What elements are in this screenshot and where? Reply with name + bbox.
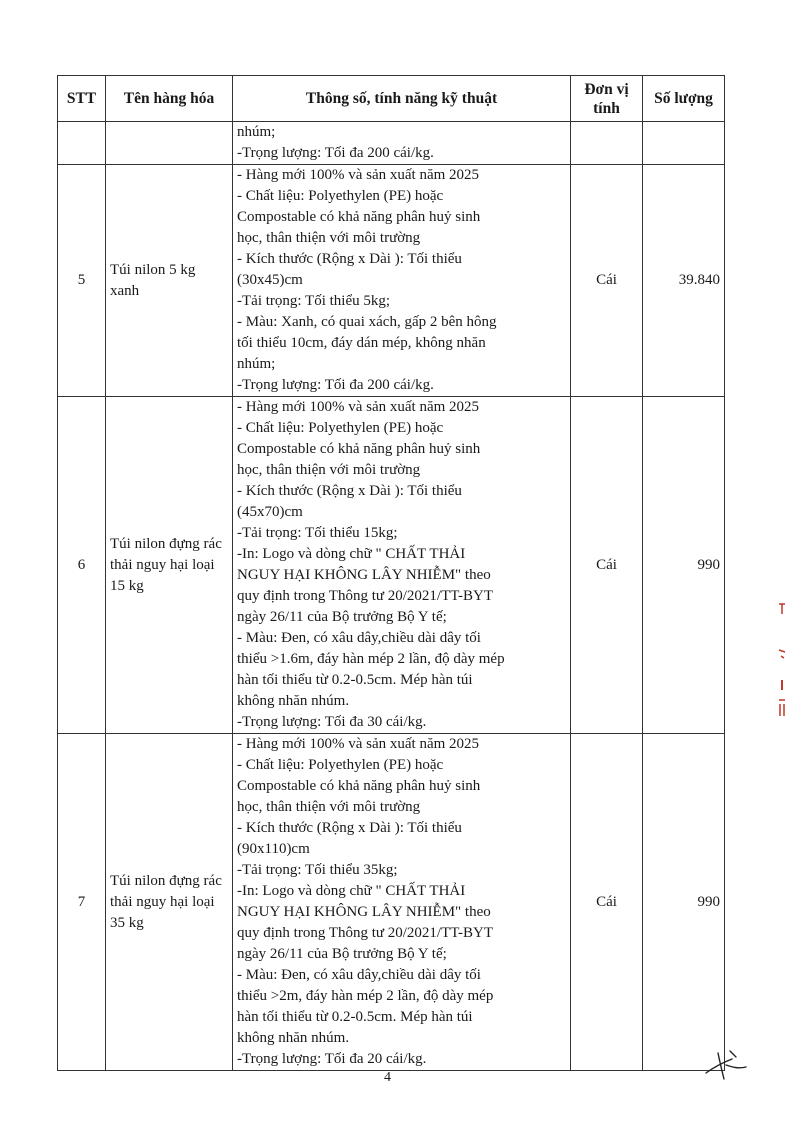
row-item-name: Túi nilon đựng rác thải nguy hại loại 15 kg (106, 397, 233, 734)
spec-line: ngày 26/11 của Bộ trưởng Bộ Y tế; (237, 946, 447, 962)
spec-line: -Tải trọng: Tối thiểu 5kg; (237, 293, 391, 309)
table-row (58, 734, 725, 1071)
table-row (58, 165, 725, 397)
spec-line: -Trọng lượng: Tối đa 20 cái/kg. (237, 1051, 427, 1067)
spec-line: thiểu >1.6m, đáy hàn mép 2 lần, độ dày mép (237, 651, 505, 667)
spec-line: Compostable có khả năng phân huỷ sinh (237, 441, 481, 457)
spec-line: ngày 26/11 của Bộ trưởng Bộ Y tế; (237, 609, 447, 625)
spec-line: Compostable có khả năng phân huỷ sinh (237, 209, 481, 225)
spec-line: thiểu >2m, đáy hàn mép 2 lần, độ dày mép (237, 988, 494, 1004)
spec-line: quy định trong Thông tư 20/2021/TT-BYT (237, 925, 494, 941)
row-stt: 5 (58, 165, 106, 397)
spec-line: hàn tối thiểu từ 0.2-0.5cm. Mép hàn túi (237, 672, 473, 688)
spec-line: NGUY HẠI KHÔNG LÂY NHIỄM" theo (237, 904, 491, 920)
spec-line: (30x45)cm (237, 272, 303, 288)
row-stt: 6 (58, 397, 106, 734)
spec-line: - Kích thước (Rộng x Dài ): Tối thiểu (237, 820, 462, 836)
continuation-unit (571, 122, 643, 165)
table-row (58, 397, 725, 734)
spec-line: - Chất liệu: Polyethylen (PE) hoặc (237, 420, 444, 436)
spec-line: (90x110)cm (237, 841, 310, 857)
row-item-name: Túi nilon 5 kg xanh (106, 165, 233, 397)
spec-line: nhúm; (237, 356, 276, 372)
spec-line: -In: Logo và dòng chữ " CHẤT THẢI (237, 546, 466, 562)
table-header-row (58, 76, 725, 122)
spec-line: nhúm; (237, 124, 276, 140)
row-spec (233, 397, 571, 734)
header-stt: STT (58, 76, 106, 122)
spec-line: Compostable có khả năng phân huỷ sinh (237, 778, 481, 794)
spec-line: -Trọng lượng: Tối đa 200 cái/kg. (237, 145, 434, 161)
spec-line: NGUY HẠI KHÔNG LÂY NHIỄM" theo (237, 567, 491, 583)
page-number: 4 (384, 1070, 391, 1085)
spec-line: học, thân thiện với môi trường (237, 799, 421, 815)
row-item-name: Túi nilon đựng rác thải nguy hại loại 35 kg (106, 734, 233, 1071)
spec-line: -Trọng lượng: Tối đa 200 cái/kg. (237, 377, 434, 393)
goods-spec-table (57, 75, 725, 1071)
continuation-stt (58, 122, 106, 165)
row-spec (233, 165, 571, 397)
row-spec (233, 734, 571, 1071)
spec-line: học, thân thiện với môi trường (237, 230, 421, 246)
spec-line: - Hàng mới 100% và sản xuất năm 2025 (237, 736, 480, 752)
spec-line: - Chất liệu: Polyethylen (PE) hoặc (237, 757, 444, 773)
spec-line: -Trọng lượng: Tối đa 30 cái/kg. (237, 714, 427, 730)
spec-line: hàn tối thiểu từ 0.2-0.5cm. Mép hàn túi (237, 1009, 473, 1025)
row-stt: 7 (58, 734, 106, 1071)
spec-line: không nhăn nhúm. (237, 693, 350, 709)
row-quantity: 39.840 (643, 165, 725, 397)
continuation-name (106, 122, 233, 165)
initials-signature (700, 1045, 750, 1085)
spec-line: học, thân thiện với môi trường (237, 462, 421, 478)
spec-line: không nhăn nhúm. (237, 1030, 350, 1046)
spec-line: (45x70)cm (237, 504, 303, 520)
row-unit: Cái (571, 397, 643, 734)
row-unit: Cái (571, 734, 643, 1071)
spec-line: - Kích thước (Rộng x Dài ): Tối thiểu (237, 251, 462, 267)
continuation-spec (233, 122, 571, 165)
spec-line: - Màu: Đen, có xâu dây,chiều dài dây tối (237, 630, 481, 646)
header-name: Tên hàng hóa (106, 76, 233, 122)
table-body (58, 122, 725, 1071)
margin-stamp-mark (775, 600, 789, 720)
spec-line: quy định trong Thông tư 20/2021/TT-BYT (237, 588, 494, 604)
continuation-qty (643, 122, 725, 165)
spec-line: -In: Logo và dòng chữ " CHẤT THẢI (237, 883, 466, 899)
row-unit: Cái (571, 165, 643, 397)
row-quantity: 990 (643, 397, 725, 734)
spec-line: -Tải trọng: Tối thiểu 15kg; (237, 525, 398, 541)
spec-line: - Hàng mới 100% và sản xuất năm 2025 (237, 399, 480, 415)
header-unit: Đơn vị tính (571, 76, 643, 122)
spec-line: tối thiểu 10cm, đáy dán mép, không nhăn (237, 335, 486, 351)
continuation-row (58, 122, 725, 165)
spec-line: - Màu: Đen, có xâu dây,chiều dài dây tối (237, 967, 481, 983)
header-qty: Số lượng (643, 76, 725, 122)
spec-line: - Kích thước (Rộng x Dài ): Tối thiểu (237, 483, 462, 499)
spec-line: - Chất liệu: Polyethylen (PE) hoặc (237, 188, 444, 204)
spec-line: - Hàng mới 100% và sản xuất năm 2025 (237, 167, 480, 183)
spec-line: -Tải trọng: Tối thiểu 35kg; (237, 862, 398, 878)
header-spec: Thông số, tính năng kỹ thuật (233, 76, 571, 122)
spec-line: - Màu: Xanh, có quai xách, gấp 2 bên hông (237, 314, 497, 330)
row-quantity: 990 (643, 734, 725, 1071)
